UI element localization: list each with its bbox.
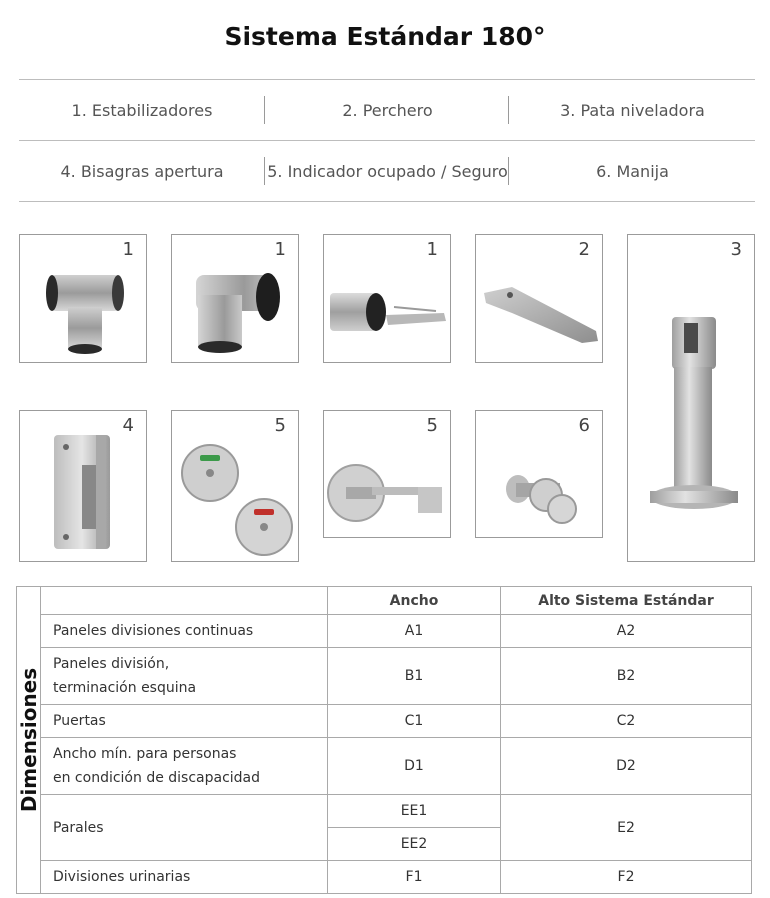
photo-number: 4 xyxy=(122,415,134,436)
product-photo xyxy=(627,234,755,562)
divider xyxy=(508,96,509,124)
row-ancho: C1 xyxy=(328,705,501,738)
photo-number: 2 xyxy=(578,239,590,260)
row-ancho: F1 xyxy=(328,861,501,894)
photo-number: 1 xyxy=(274,239,286,260)
table-header-row xyxy=(17,587,752,615)
product-photo xyxy=(171,234,299,363)
product-photo xyxy=(19,234,147,363)
product-photo xyxy=(323,410,451,538)
divider xyxy=(264,157,265,185)
row-alto: B2 xyxy=(501,648,752,705)
divider xyxy=(508,157,509,185)
row-ancho: D1 xyxy=(328,738,501,795)
photo-number: 1 xyxy=(122,239,134,260)
legend-row-1 xyxy=(19,80,755,140)
dimensions-side-label: Dimensiones xyxy=(17,587,41,894)
legend-item: 5. Indicador ocupado / Seguro xyxy=(267,161,508,181)
row-label: Parales xyxy=(41,795,328,861)
row-ancho: B1 xyxy=(328,648,501,705)
photo-number: 1 xyxy=(426,239,438,260)
page-title: Sistema Estándar 180° xyxy=(224,22,546,51)
dimensions-table xyxy=(16,586,752,894)
table-row xyxy=(17,615,752,648)
table-row xyxy=(17,861,752,894)
legend-item: 3. Pata niveladora xyxy=(560,100,705,120)
row-alto: D2 xyxy=(501,738,752,795)
product-photo xyxy=(475,410,603,538)
row-ancho: A1 xyxy=(328,615,501,648)
product-photo xyxy=(323,234,451,363)
legend-item: 1. Estabilizadores xyxy=(71,100,213,120)
table-header-cell: Alto Sistema Estándar xyxy=(501,587,752,615)
row-label: Paneles división, terminación esquina xyxy=(41,648,328,705)
row-ancho: EE2 xyxy=(328,828,501,861)
table-header-cell xyxy=(41,587,328,615)
legend-row-2 xyxy=(19,141,755,201)
row-alto: C2 xyxy=(501,705,752,738)
divider xyxy=(19,201,755,202)
row-label: Puertas xyxy=(41,705,328,738)
table-row xyxy=(17,795,752,828)
row-label: Ancho mín. para personas en condición de discapacidad xyxy=(41,738,328,795)
divider xyxy=(264,96,265,124)
product-photo xyxy=(475,234,603,363)
leveling-leg-icon xyxy=(628,235,756,563)
row-alto: E2 xyxy=(501,795,752,861)
legend-item: 2. Perchero xyxy=(342,100,433,120)
row-ancho: EE1 xyxy=(328,795,501,828)
legend-item: 6. Manija xyxy=(596,161,669,181)
legend-item: 4. Bisagras apertura xyxy=(60,161,224,181)
table-row xyxy=(17,705,752,738)
product-photo xyxy=(171,410,299,562)
photo-number: 3 xyxy=(730,239,742,260)
table-row xyxy=(17,738,752,795)
row-label: Divisiones urinarias xyxy=(41,861,328,894)
row-alto: F2 xyxy=(501,861,752,894)
table-row xyxy=(17,648,752,705)
photo-number: 6 xyxy=(578,415,590,436)
photo-number: 5 xyxy=(274,415,286,436)
product-photo xyxy=(19,410,147,562)
table-header-cell: Ancho xyxy=(328,587,501,615)
photo-number: 5 xyxy=(426,415,438,436)
row-alto: A2 xyxy=(501,615,752,648)
row-label: Paneles divisiones continuas xyxy=(41,615,328,648)
